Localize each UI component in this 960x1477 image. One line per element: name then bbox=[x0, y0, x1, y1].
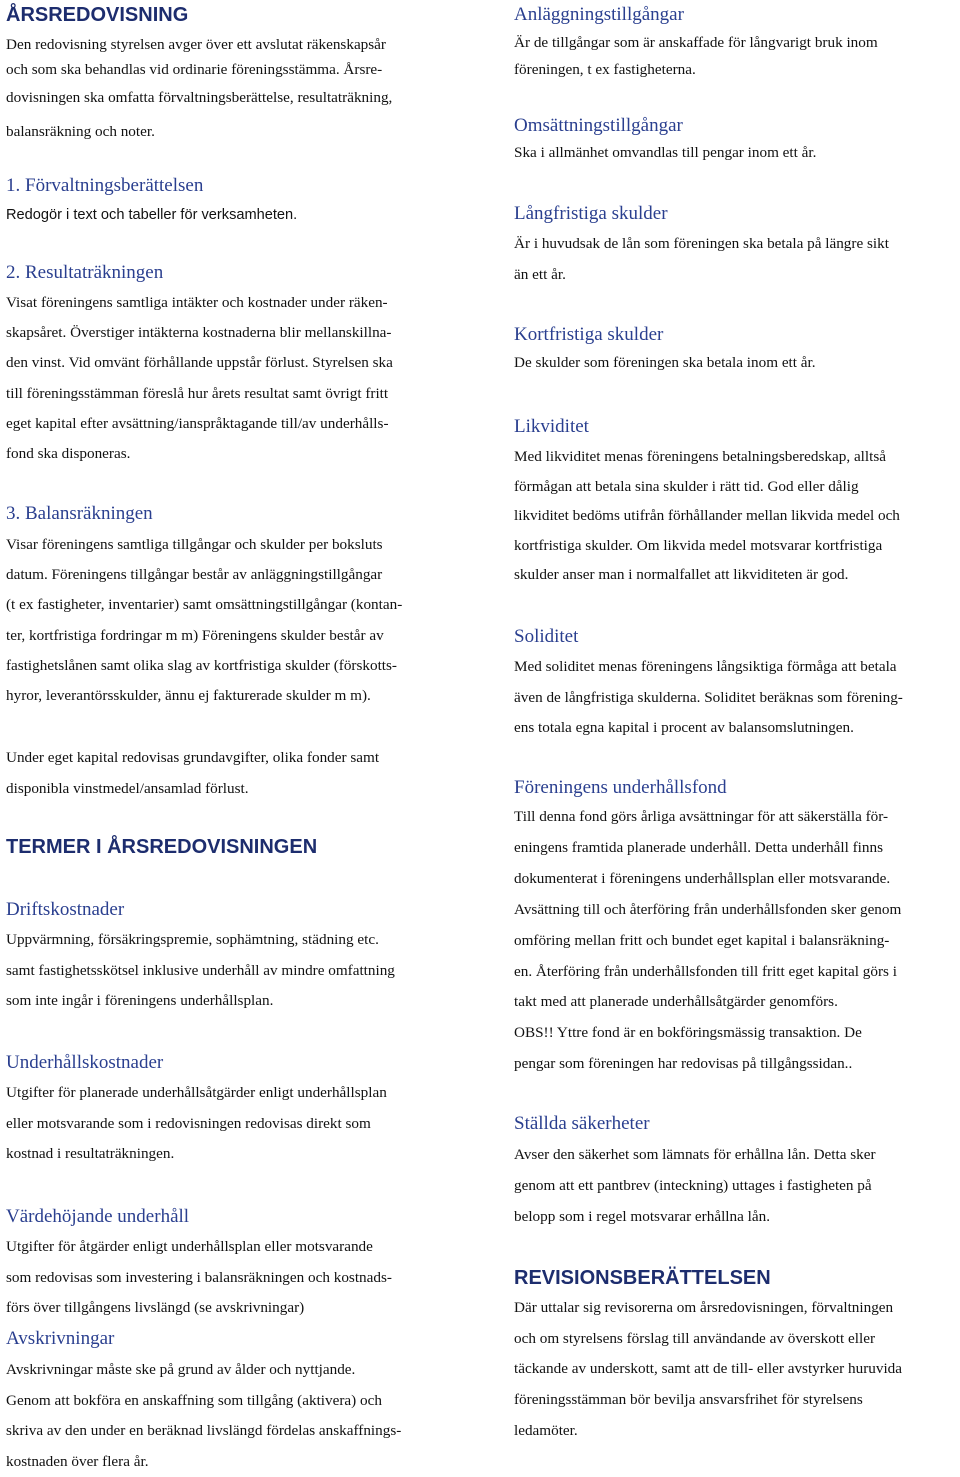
text-line: likviditet bedöms utifrån förhållander mellan likvida medel och bbox=[514, 501, 900, 531]
text-line: kostnaden över flera år. bbox=[6, 1447, 401, 1477]
langfristiga-text bbox=[514, 228, 889, 290]
text-line: föreningsstämman bör bevilja ansvarsfrihet för styrelsens bbox=[514, 1385, 902, 1416]
text-line: fastighetslånen samt olika slag av kortfristiga skulder (förskotts- bbox=[6, 651, 402, 681]
text-line: Med likviditet menas föreningens betalningsberedskap, alltså bbox=[514, 442, 900, 472]
revision-heading: REVISIONSBERÄTTELSEN bbox=[514, 1268, 771, 1288]
text-line: Avsättning till och återföring från underhållsfonden sker genom bbox=[514, 895, 901, 926]
text-line: som redovisas som investering i balansräkningen och kostnads- bbox=[6, 1263, 392, 1294]
text-line: än ett år. bbox=[514, 259, 889, 290]
langfristiga-heading: Långfristiga skulder bbox=[514, 204, 668, 223]
drift-text bbox=[6, 925, 395, 1017]
text-line: Redogör i text och tabeller för verksamheten. bbox=[6, 203, 297, 227]
text-line: täckande av underskott, samt att de till- eller avstyrker huruvida bbox=[514, 1354, 902, 1385]
soliditet-heading: Soliditet bbox=[514, 627, 578, 646]
text-line: ter, kortfristiga fordringar m m) Föreningens skulder består av bbox=[6, 621, 402, 651]
underhallsfond-heading: Föreningens underhållsfond bbox=[514, 778, 727, 797]
balans-text bbox=[6, 530, 402, 711]
text-line: pengar som föreningen har redovisas på tillgångssidan.. bbox=[514, 1049, 901, 1080]
eget-kapital-text bbox=[6, 743, 379, 804]
revision-text bbox=[514, 1293, 902, 1447]
text-line: De skulder som föreningen ska betala inom ett år. bbox=[514, 351, 816, 375]
text-line: förmågan att betala sina skulder i rätt tid. God eller dålig bbox=[514, 472, 900, 502]
text-line: ledamöter. bbox=[514, 1416, 902, 1447]
text-line: Utgifter för åtgärder enligt underhållsplan eller motsvarande bbox=[6, 1232, 392, 1263]
anlaggning-heading: Anläggningstillgångar bbox=[514, 5, 684, 24]
termer-heading: TERMER I ÅRSREDOVISNINGEN bbox=[6, 837, 317, 857]
text-line: hyror, leverantörsskulder, ännu ej fakturerade skulder m m). bbox=[6, 681, 402, 711]
stallda-text bbox=[514, 1139, 876, 1232]
text-line: eningens framtida planerade underhåll. Detta underhåll finns bbox=[514, 833, 901, 864]
text-line: Utgifter för planerade underhållsåtgärder enligt underhållsplan bbox=[6, 1078, 387, 1109]
underhallsfond-text bbox=[514, 802, 901, 1080]
soliditet-text bbox=[514, 652, 903, 744]
text-line: (t ex fastigheter, inventarier) samt omsättningstillgångar (kontan- bbox=[6, 590, 402, 620]
text-line: takt med att planerade underhållsåtgärder genomförs. bbox=[514, 987, 901, 1018]
text-line: till föreningsstämman föreslå hur årets resultat samt övrigt fritt bbox=[6, 379, 393, 409]
text-line: dovisningen ska omfatta förvaltningsberättelse, resultaträkning, bbox=[6, 84, 392, 112]
underhall-text bbox=[6, 1078, 387, 1170]
text-line: föreningen, t ex fastigheterna. bbox=[514, 56, 878, 83]
text-line: som inte ingår i föreningens underhållsplan. bbox=[6, 986, 395, 1017]
balans-heading: 3. Balansräkningen bbox=[6, 504, 153, 523]
resultat-heading: 2. Resultaträkningen bbox=[6, 263, 163, 282]
text-line: omföring mellan fritt och bundet eget kapital i balansräkning- bbox=[514, 926, 901, 957]
text-line: datum. Föreningens tillgångar består av anläggningstillgångar bbox=[6, 560, 402, 590]
arsredovisning-text bbox=[6, 34, 392, 152]
text-line: fond ska disponeras. bbox=[6, 439, 393, 469]
text-line: förs över tillgångens livslängd (se avskrivningar) bbox=[6, 1293, 392, 1324]
text-line: skapsåret. Överstiger intäkterna kostnaderna blir mellanskillna- bbox=[6, 318, 393, 348]
text-line: skriva av den under en beräknad livslängd fördelas anskaffnings- bbox=[6, 1416, 401, 1447]
text-line: eget kapital efter avsättning/ianspråktagande till/av underhålls- bbox=[6, 409, 393, 439]
text-line: Med soliditet menas föreningens långsiktiga förmåga att betala bbox=[514, 652, 903, 683]
text-line: även de långfristiga skulderna. Soliditet beräknas som förening- bbox=[514, 683, 903, 714]
likviditet-text bbox=[514, 442, 900, 590]
text-line: Genom att bokföra en anskaffning som tillgång (aktivera) och bbox=[6, 1386, 401, 1417]
drift-heading: Driftskostnader bbox=[6, 900, 124, 919]
text-line: ens totala egna kapital i procent av balansomslutningen. bbox=[514, 713, 903, 744]
likviditet-heading: Likviditet bbox=[514, 417, 589, 436]
text-line: belopp som i regel motsvarar erhållna lån. bbox=[514, 1201, 876, 1232]
text-line: den vinst. Vid omvänt förhållande uppstår förlust. Styrelsen ska bbox=[6, 348, 393, 378]
text-line: balansräkning och noter. bbox=[6, 112, 392, 152]
text-line: Uppvärmning, försäkringspremie, sophämtning, städning etc. bbox=[6, 925, 395, 956]
text-line: Är i huvudsak de lån som föreningen ska betala på längre sikt bbox=[514, 228, 889, 259]
text-line: Den redovisning styrelsen avger över ett avslutat räkenskapsår bbox=[6, 34, 392, 56]
text-line: dokumenterat i föreningens underhållsplan eller motsvarande. bbox=[514, 864, 901, 895]
text-line: Avser den säkerhet som lämnats för erhållna lån. Detta sker bbox=[514, 1139, 876, 1170]
text-line: en. Återföring från underhållsfonden till fritt eget kapital görs i bbox=[514, 957, 901, 988]
omsattning-text bbox=[514, 141, 816, 165]
kortfristiga-text bbox=[514, 351, 816, 375]
underhall-heading: Underhållskostnader bbox=[6, 1053, 163, 1072]
text-line: samt fastighetsskötsel inklusive underhåll av mindre omfattning bbox=[6, 956, 395, 987]
resultat-text bbox=[6, 288, 393, 469]
text-line: Visar föreningens samtliga tillgångar och skulder per boksluts bbox=[6, 530, 402, 560]
text-line: Under eget kapital redovisas grundavgifter, olika fonder samt bbox=[6, 743, 379, 774]
kortfristiga-heading: Kortfristiga skulder bbox=[514, 325, 663, 344]
vardehojande-text bbox=[6, 1232, 392, 1324]
text-line: och som ska behandlas vid ordinarie föreningsstämma. Årsre- bbox=[6, 56, 392, 84]
text-line: Där uttalar sig revisorerna om årsredovisningen, förvaltningen bbox=[514, 1293, 902, 1324]
text-line: disponibla vinstmedel/ansamlad förlust. bbox=[6, 774, 379, 805]
text-line: Ska i allmänhet omvandlas till pengar inom ett år. bbox=[514, 141, 816, 165]
text-line: och om styrelsens förslag till användande av överskott eller bbox=[514, 1324, 902, 1355]
text-line: kostnad i resultaträkningen. bbox=[6, 1139, 387, 1170]
omsattning-heading: Omsättningstillgångar bbox=[514, 116, 683, 135]
text-line: eller motsvarande som i redovisningen redovisas direkt som bbox=[6, 1109, 387, 1140]
text-line: skulder anser man i normalfallet att likviditeten är god. bbox=[514, 560, 900, 590]
vardehojande-heading: Värdehöjande underhåll bbox=[6, 1207, 189, 1226]
text-line: genom att ett pantbrev (inteckning) uttages i fastigheten på bbox=[514, 1170, 876, 1201]
forvaltning-text bbox=[6, 203, 297, 227]
text-line: OBS!! Yttre fond är en bokföringsmässig transaktion. De bbox=[514, 1018, 901, 1049]
forvaltning-heading: 1. Förvaltningsberättelsen bbox=[6, 176, 203, 195]
avskrivningar-heading: Avskrivningar bbox=[6, 1329, 114, 1348]
anlaggning-text bbox=[514, 29, 878, 83]
text-line: kortfristiga skulder. Om likvida medel motsvarar kortfristiga bbox=[514, 531, 900, 561]
text-line: Visat föreningens samtliga intäkter och kostnader under räken- bbox=[6, 288, 393, 318]
avskrivningar-text bbox=[6, 1355, 401, 1477]
arsredovisning-heading: ÅRSREDOVISNING bbox=[6, 5, 188, 25]
text-line: Avskrivningar måste ske på grund av ålder och nyttjande. bbox=[6, 1355, 401, 1386]
stallda-heading: Ställda säkerheter bbox=[514, 1114, 650, 1133]
text-line: Är de tillgångar som är anskaffade för långvarigt bruk inom bbox=[514, 29, 878, 56]
text-line: Till denna fond görs årliga avsättningar för att säkerställa för- bbox=[514, 802, 901, 833]
